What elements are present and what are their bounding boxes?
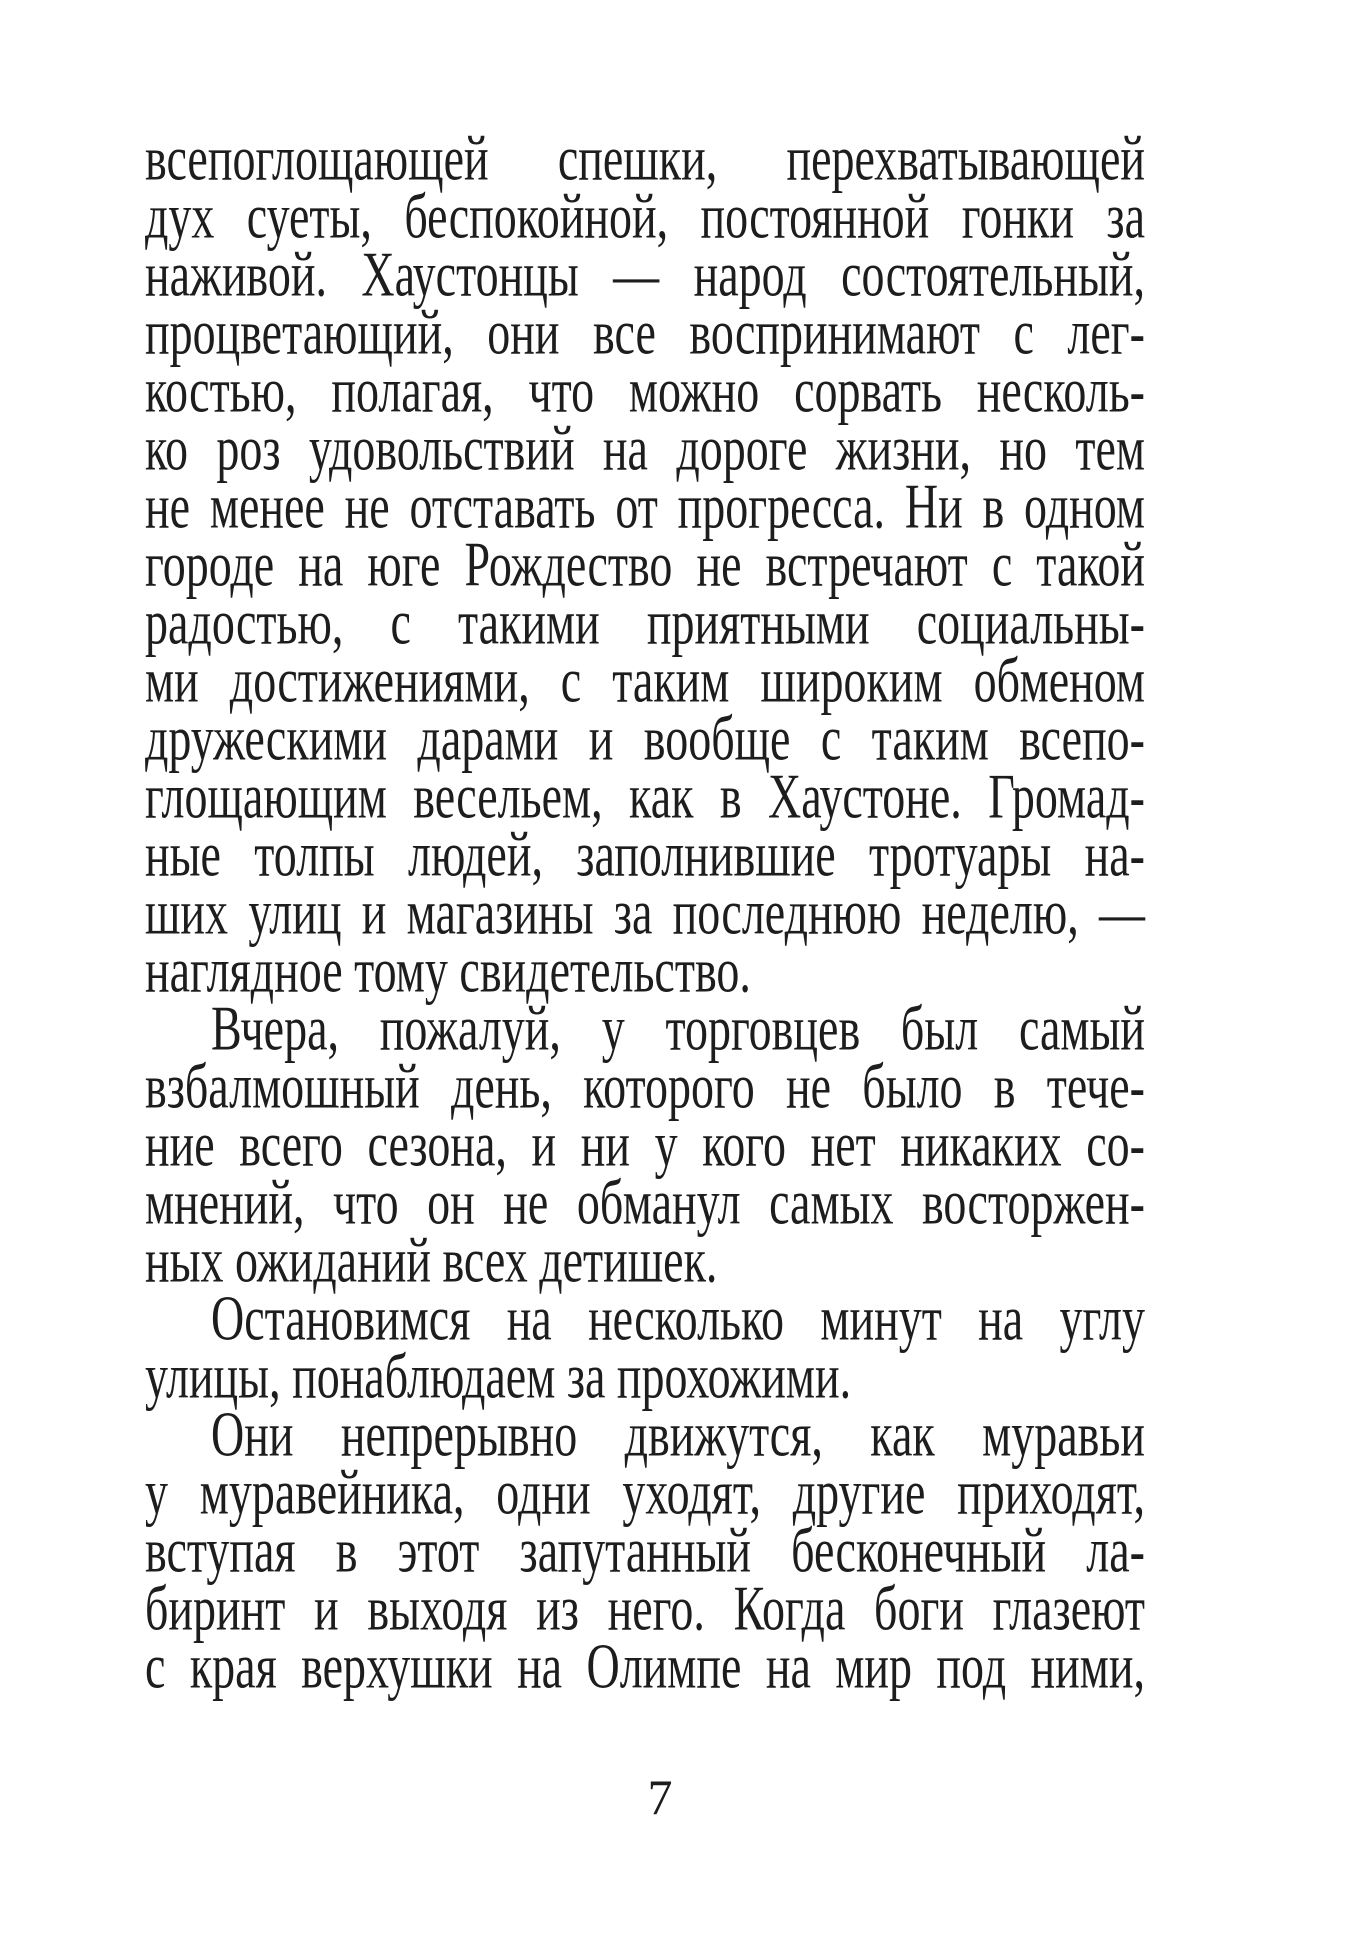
page-number: 7 <box>647 1769 673 1825</box>
page-text <box>145 122 1145 1702</box>
text-line: глощающим весельем, как в Хаустоне. Громад- <box>145 760 1145 832</box>
text-line: биринт и выходя из него. Когда боги глазеют <box>145 1572 1145 1644</box>
paragraph <box>145 122 1145 1006</box>
text-line: радостью, с такими приятными социальны- <box>145 586 1145 658</box>
text-line: дружескими дарами и вообще с таким всепо- <box>145 702 1145 774</box>
text-line: ные толпы людей, заполнившие тротуары на- <box>145 818 1145 890</box>
text-line: вступая в этот запутанный бесконечный ла- <box>145 1514 1145 1586</box>
text-line: мнений, что он не обманул самых восторжен- <box>145 1166 1145 1238</box>
text-line: у муравейника, одни уходят, другие приходят, <box>145 1456 1145 1528</box>
text-line: не менее не отставать от прогресса. Ни в одном <box>145 470 1145 542</box>
text-line: ми достижениями, с таким широким обменом <box>145 644 1145 716</box>
text-line: с края верхушки на Олимпе на мир под ними, <box>145 1630 1145 1702</box>
text-line: Они непрерывно движутся, как муравьи <box>211 1398 1145 1470</box>
text-line: взбалмошный день, которого не было в тече- <box>145 1050 1145 1122</box>
text-line: костью, полагая, что можно сорвать несколь- <box>145 354 1145 426</box>
text-line: ных ожиданий всех детишек. <box>145 1224 718 1296</box>
paragraph <box>145 1398 1145 1702</box>
text-line: улицы, понаблюдаем за прохожими. <box>145 1340 852 1412</box>
text-line: городе на юге Рождество не встречают с такой <box>145 528 1145 600</box>
paragraph <box>145 992 1145 1296</box>
text-line: Вчера, пожалуй, у торговцев был самый <box>211 992 1145 1064</box>
text-line: ших улиц и магазины за последнюю неделю, — <box>145 876 1145 948</box>
text-line: Остановимся на несколько минут на углу <box>211 1282 1145 1354</box>
text-line: наживой. Хаустонцы — народ состоятельный, <box>145 238 1145 310</box>
text-line: процветающий, они все воспринимают с лег- <box>145 296 1145 368</box>
text-line: ко роз удовольствий на дороге жизни, но тем <box>145 412 1145 484</box>
text-line: ние всего сезона, и ни у кого нет никаких со- <box>145 1108 1145 1180</box>
text-line: дух суеты, беспокойной, постоянной гонки за <box>145 180 1145 252</box>
text-line: всепоглощающей спешки, перехватывающей <box>145 122 1145 194</box>
text-line: наглядное тому свидетельство. <box>145 934 751 1006</box>
